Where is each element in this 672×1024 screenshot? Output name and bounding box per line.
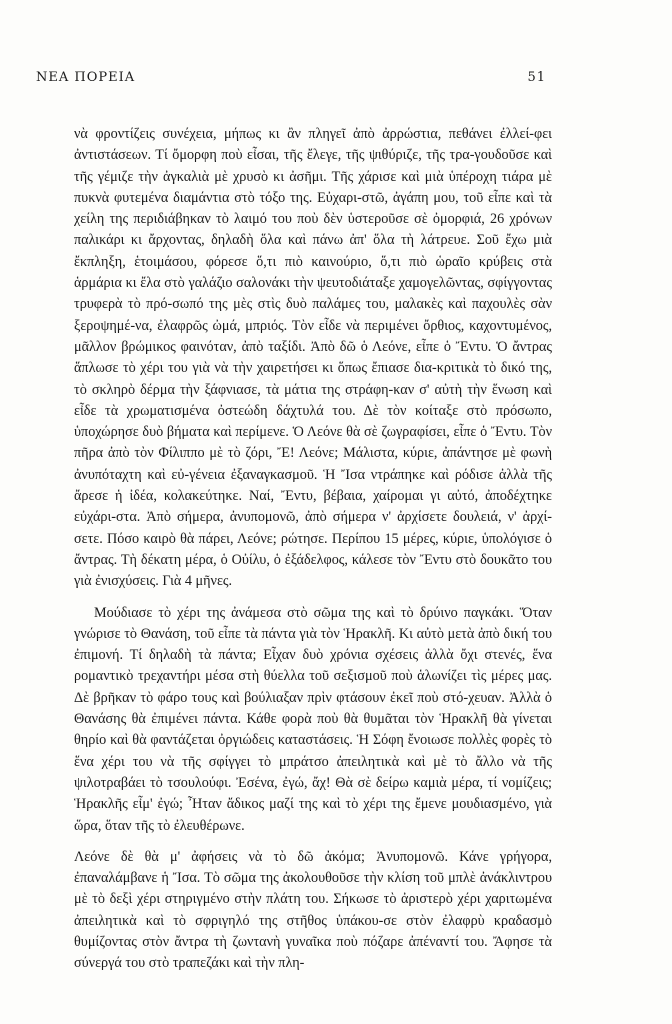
journal-title: ΝΕΑ ΠΟΡΕΙΑ xyxy=(36,70,136,85)
paragraph-2: Μούδιασε τὸ χέρι της ἀνάμεσα στὸ σῶμα της καὶ τὸ δρύινο παγκάκι. Ὅταν γνώρισε τὸ Θανάση, τοῦ εἶπε τὰ πάντα γιὰ τὸν Ἡρακλῆ. Κι αὐτὸ μετὰ ἀπὸ δική του ἐπιμονή. Τί δηλαδὴ τὰ πάντα; Εἶχαν δυὸ χρόνια σχέσεις ἀλλὰ ὄχι στενές, ἕνα ρομαντικὸ τρεχαντήρι μέσα στὴ θύελλα τοῦ σεξισμοῦ ποὺ ἁλωνίζει τὶς μέρες μας. Δὲ βρῆκαν τὸ φάρο τους καὶ βούλιαξαν πρὶν φτάσουν ἐκεῖ ποὺ στό-χευαν. Ἀλλὰ ὁ Θανάσης θὰ ἐπιμένει πάντα. Κάθε φορὰ ποὺ θὰ θυμᾶται τὸν Ἡρακλῆ θὰ γίνεται θηρίο καὶ θὰ φαντάζεται ὀργιώδεις καταστάσεις. Ἡ Σόφη ἔνοιωσε πολλὲς φορὲς τὸ ἕνα χέρι του νὰ τῆς σφίγγει τὸ μπράτσο ἀπειλητικὰ καὶ μὲ τὸ ἄλλο νὰ τῆς ψιλοτραβάει τὸ τσουλούφι. Ἐσένα, ἐγώ, ἄχ! Θὰ σὲ δείρω καμιὰ μέρα, τί νομίζεις; Ἡρακλῆς εἶμ' ἐγώ; Ἦταν ἄδικος μαζί της καὶ τὸ χέρι της ἔμενε μουδιασμένο, γιὰ ὥρα, ὅταν τῆς τὸ ἐλευθέρωνε. xyxy=(74,604,552,834)
running-header xyxy=(36,70,546,90)
page-number: 51 xyxy=(527,70,546,85)
paragraph-3: Λεόνε δὲ θὰ μ' ἀφήσεις νὰ τὸ δῶ ἀκόμα; Ἀνυπομονῶ. Κάνε γρήγορα, ἐπαναλάμβανε ἡ Ἴσα. Τὸ σῶμα της ἀκολουθοῦσε τὴν κλίση τοῦ μπλὲ ἀνάκλιντρου μὲ τὸ δεξὶ χέρι στηριγμένο στὴν πλάτη του. Σήκωσε τὸ ἀριστερὸ χέρι χαριτωμένα ἀπειλητικὰ καὶ τὸ σφριγηλό της στῆθος ὑπάκου-σε στὸν ἐλαφρὺ κραδασμὸ θυμίζοντας στὸν ἄντρα τὴ ζωντανὴ γυναῖκα ποὺ πόζαρε ἀπέναντί του. Ἄφησε τὰ σύνεργά του στὸ τραπεζάκι καὶ τὴν πλη- xyxy=(74,848,552,972)
paragraph-1: νὰ φροντίζεις συνέχεια, μήπως κι ἂν πληγεῖ ἀπὸ ἀρρώστια, πεθάνει ἐλλεί-φει ἀντιστάσεων. Τί ὄμορφη ποὺ εἶσαι, τῆς ἔλεγε, τῆς ψιθύριζε, τῆς τρα-γουδοῦσε καὶ τῆς γέμιζε τὴν ἀγκαλιὰ μὲ χρυσὸ κι ἀσῆμι. Τῆς χάρισε καὶ μιὰ ὑπέροχη τιάρα μὲ πυκνὰ φυτεμένα διαμάντια στὸ τόξο της. Εὐχαρι-στῶ, ἀγάπη μου, τοῦ εἶπε καὶ τὰ χείλη της περιδιάβηκαν τὸ λαιμό του ποὺ δὲν ὑστεροῦσε σὲ ὀμορφιά, 26 χρόνων παλικάρι κι ἄρχοντας, δηλαδὴ ὅλα καὶ πάνω ἀπ' ὅλα τὴ λάτρευε. Σοῦ ἔχω μιὰ ἔκπληξη, ἑτοιμάσου, φόρεσε ὅ,τι πιὸ καινούριο, ὅ,τι πιὸ ὡραῖο κρύβεις στὰ ἁρμάρια κι ἔλα στὸ γαλάζιο σαλονάκι τὴν ψευτοδιάταξε χαμογελῶντας, σφίγγοντας τρυφερὰ τὸ πρό-σωπό της μὲς στὶς δυὸ παλάμες του, μαλακὲς καὶ παχουλὲς σὰν ξεροψημέ-να, ἐλαφρῶς ὠμά, μπριός. Τὸν εἶδε νὰ περιμένει ὄρθιος, καχοντυμένος, μᾶλλον βρώμικος φαινόταν, ἀπὸ ταξίδι. Ἀπὸ δῶ ὁ Λεόνε, εἶπε ὁ Ἔντυ. Ὁ ἄντρας ἅπλωσε τὸ χέρι του γιὰ νὰ τὴν χαιρετήσει κι ὅπως ἔπιασε δια-κριτικὰ τὸ δικό της, τὸ σκληρὸ δέρμα τὴν ξάφνιασε, τὰ μάτια της στράφη-καν σ' αὐτὴ τὴν ἕνωση καὶ εἶδε τὰ χρωματισμένα ὀστεώδη δάχτυλά του. Δὲ τὸν κοίταξε στὸ πρόσωπο, ὑποχώρησε δυὸ βήματα καὶ περίμενε. Ὁ Λεόνε θὰ σὲ ζωγραφίσει, εἶπε ὁ Ἔντυ. Τὸν πῆρα ἀπὸ τὸν Φίλιππο μὲ τὸ ζόρι, Ἔ! Λεόνε; Μάλιστα, κύριε, ἀπάντησε μὲ φωνὴ ἀνυπόταχτη καὶ εὐ-γένεια ἐξαναγκασμοῦ. Ἡ Ἴσα ντράπηκε καὶ ρόδισε ἀλλὰ τῆς ἄρεσε ἡ ἰδέα, κολακεύτηκε. Ναί, Ἔντυ, βέβαια, χαίρομαι γι αὐτό, ἀποδέχτηκε εὐχάρι-στα. Ἀπὸ σήμερα, ἀνυπομονῶ, ἀπὸ σήμερα ν' ἀρχίσετε δουλειά, ν' ἀρχί-σετε. Πόσο καιρὸ θὰ πάρει, Λεόνε; ρώτησε. Περίπου 15 μέρες, κύριε, ὑπολόγισε ὁ ἄντρας. Τὴ δέκατη μέρα, ὁ Οὐίλυ, ὁ ἐξάδελφος, κάλεσε τὸν Ἔντυ στὸ δουκᾶτο του γιὰ ἐνισχύσεις. Γιὰ 4 μῆνες. xyxy=(74,126,552,590)
body-text xyxy=(74,124,552,975)
